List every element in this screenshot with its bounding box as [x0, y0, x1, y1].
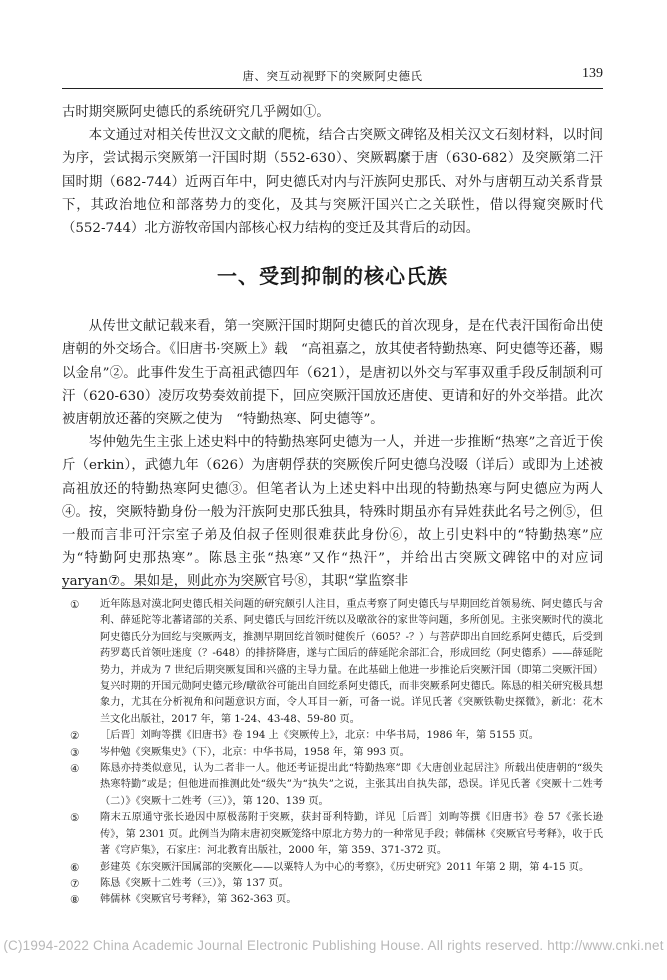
- page-number: 139: [582, 66, 603, 81]
- paragraph-intro: 本文通过对相关传世汉文文献的爬梳，结合古突厥文碑铭及相关汉文石刻材料，以时间为序，尝试揭示突厥第一汗国时期（552-630）、突厥羁縻于唐（630-682）及突厥第二汗国时期（682-744）近两百年中，阿史德氏对内与汗族阿史那氏、对外与唐朝互动关系背景下，其政治地位和部落势力的变化，及其与突厥汗国兴亡之关联性，借以得窥突厥时代（552-744）北方游牧帝国内部核心权力结构的变迁及其背后的动因。: [62, 128, 603, 237]
- copyright-watermark: (C)1994-2022 China Academic Journal Electronic Publishing House. All rights reserved. http://www.cnki.net: [3, 938, 664, 953]
- footnote: [62, 876, 603, 892]
- footnote-number: ③: [70, 746, 80, 759]
- footnote: [62, 597, 603, 728]
- paragraph-first-mention: 从传世文献记载来看，第一突厥汗国时期阿史德氏的首次现身，是在代表汗国衔命出使唐朝的外交场合。《旧唐书·突厥上》载 “高祖嘉之，放其使者特勤热寒、阿史德等还蕃，赐以金帛”②。此事件发生于高祖武德四年（621），是唐初以外交与军事双重手段反制颉利可汗（620-630）凌厉攻势奏效前提下，回应突厥汗国放还唐使、更请和好的外交举措。此次被唐朝放还蕃的突厥之使为 “特勤热寒、阿史德等”。: [62, 319, 603, 428]
- running-header: [62, 66, 603, 89]
- footnote: [62, 728, 603, 744]
- footnote-text: 隋末五原通守张长逊因中原极荡附于突厥，获封哥利特勤，详见［后晋］刘昫等撰《旧唐书》卷 57《张长逊传》，第 2301 页。此例当为隋末唐初突厥笼络中原北方势力的一种常见手段；韩儒林《突厥官号考释》，收于氏著《穹庐集》，石家庄：河北教育出版社，2000 年，第 359、371-372 页。: [100, 812, 603, 857]
- footnotes: [62, 588, 603, 909]
- footnote-text: 陈恳《突厥十二姓考（三）》，第 137 页。: [100, 877, 289, 889]
- footnote-text: 韩儒林《突厥官号考释》，第 362-363 页。: [100, 894, 297, 906]
- footnote-text: 岑仲勉《突厥集史》（下），北京：中华书局，1958 年，第 993 页。: [100, 746, 410, 758]
- running-title: 唐、突互动视野下的突厥阿史德氏: [242, 69, 423, 83]
- footnote-text: 近年陈恳对漠北阿史德氏相关问题的研究颇引人注目，重点考察了阿史德氏与早期回纥首领易统、阿史德氏与舍利、薛延陀等北蕃诸部的关系、阿史德氏与回纥汗统以及暾欲谷的家世等问题，多所创见。主张突厥时代的漠北阿史德氏分为回纥与突厥两支，推测早期回纥首领时健俟斤（605？-？）与菩萨即出自回纥系阿史德氏，后受到药罗葛氏首领吐迷度（？-648）的排挤降唐，遂与亡国后的薛延陀余部汇合，形成回纥（阿史德系）——薛延陀势力，并成为 7 世纪后期突厥复国和兴盛的主导力量。在此基础上他进一步推论后突厥汗国（即第二突厥汗国）复兴时期的开国元勋阿史德元珍/暾欲谷可能出自回纥系阿史德氏，而非突厥系阿史德氏。陈恳的相关研究极具想象力，尤其在分析视角和问题意识方面，令人耳目一新，可备一说。详见氏著《突厥铁勒史探微》，新北：花木兰文化出版社，2017 年，第 1-24、43-48、59-80 页。: [100, 599, 603, 725]
- article-body: [62, 101, 603, 594]
- footnote: [62, 892, 603, 908]
- footnote-number: ④: [70, 763, 80, 776]
- footnote-text: 陈恳亦持类似意见，认为二者非一人。他还考证提出此“特勤热寒”即《大唐创业起居注》所载出使唐朝的“级失热寒特勤”或是；但他进而推测此处“级失”为“执失”之说，主张其出自执失部，恐误。详见氏著《突厥十二姓考（二）》《突厥十二姓考（三）》，第 120、139 页。: [100, 763, 603, 807]
- footnote-number: ⑤: [70, 812, 80, 825]
- footnote-number: ①: [70, 599, 80, 611]
- section-heading: 一、受到抑制的核心氏族: [217, 264, 448, 289]
- footnote: [62, 860, 603, 876]
- footnote-number: ⑧: [70, 894, 80, 907]
- footnote: [62, 761, 603, 810]
- paragraph-cen-argument: 岑仲勉先生主张上述史料中的特勤热寒阿史德为一人，并进一步推断“热寒”之音近于俟斤（erkin），武德九年（626）为唐朝俘获的突厥俟斤阿史德乌没啜（详后）或即为上述被高祖放还的特勤热寒阿史德③。但笔者认为上述史料中出现的特勤热寒与阿史德应为两人④。按，突厥特勤身份一般为汗族阿史那氏独具，特殊时期虽亦有异姓获此名号之例⑤，但一般而言非可汗宗室子弟及伯叔子侄则很难获此身份⑥，故上引史料中的“特勤热寒”应为“特勤阿史那热寒”。陈恳主张“热寒”又作“热汗”，并给出古突厥文碑铭中的对应词 yaryan⑦。果如是，则此亦为突厥官号⑧，其职“掌监察非: [62, 435, 603, 590]
- footnote: [62, 745, 603, 761]
- paragraph-continued: 古时期突厥阿史德氏的系统研究几乎阙如①。: [62, 105, 330, 120]
- footnote-number: ⑥: [70, 861, 80, 874]
- footnote: [62, 810, 603, 859]
- footnote-number: ⑦: [70, 877, 80, 890]
- footnote-number: ②: [70, 730, 80, 743]
- footnote-rule: [62, 588, 262, 589]
- footnote-text: 彭建英《东突厥汗国属部的突厥化——以粟特人为中心的考察》，《历史研究》2011 年第 2 期，第 4-15 页。: [100, 861, 590, 873]
- footnote-text: ［后晋］刘昫等撰《旧唐书》卷 194 上《突厥传上》，北京：中华书局，1986 年，第 5155 页。: [100, 730, 539, 742]
